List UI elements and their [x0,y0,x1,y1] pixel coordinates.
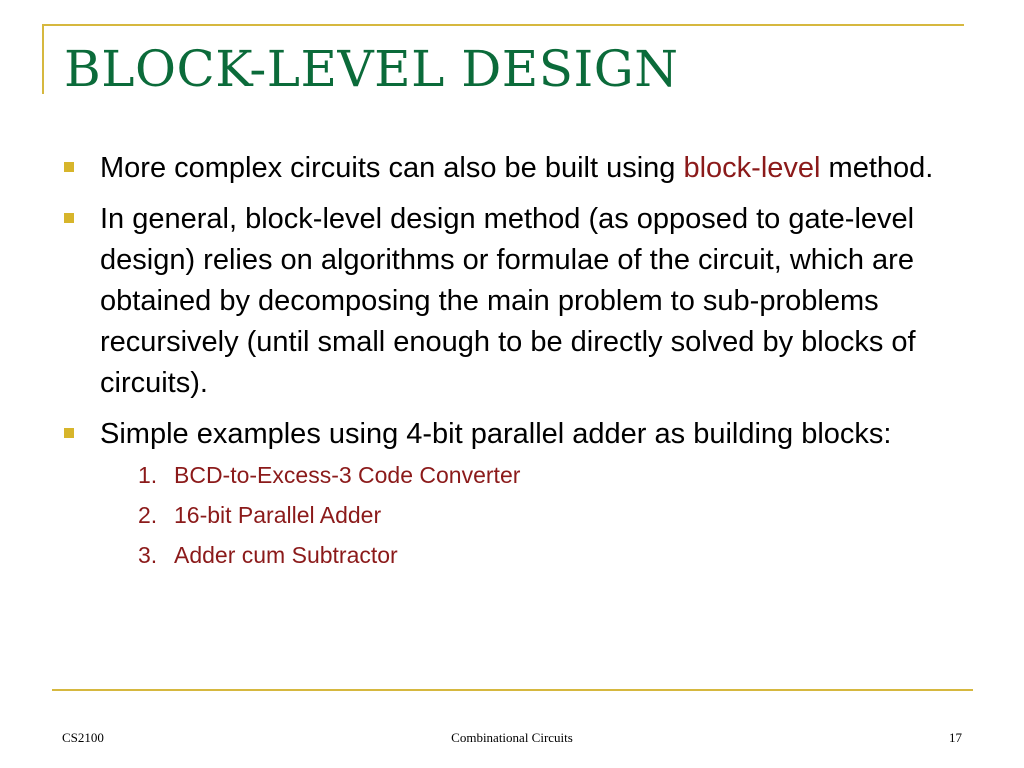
frame-top-line [42,24,964,26]
bullet-item [62,148,962,189]
square-bullet-icon [64,162,74,172]
footer-topic: Combinational Circuits [451,730,573,745]
footer-divider [52,689,973,691]
example-number: 2. [138,502,158,528]
square-bullet-icon [64,428,74,438]
bullet-text: Simple examples using 4-bit parallel adder as building blocks: [100,418,892,450]
example-item [138,535,962,575]
example-number: 1. [138,462,158,488]
example-list [138,455,962,575]
frame-left-line [42,24,44,94]
example-label: 16-bit Parallel Adder [174,502,382,528]
bullet-text-accent: block-level [683,152,821,184]
example-number: 3. [138,542,158,568]
example-item [138,455,962,495]
bullet-text-pre: More complex circuits can also be built using [100,152,684,184]
bullet-list [62,148,962,585]
example-label: Adder cum Subtractor [174,542,398,568]
slide-title: BLOCK-LEVEL DESIGN [64,40,679,98]
example-item [138,495,962,535]
example-label: BCD-to-Excess-3 Code Converter [174,462,521,488]
footer-course: CS2100 [62,730,104,745]
square-bullet-icon [64,213,74,223]
bullet-item [62,414,962,575]
bullet-text: In general, block-level design method (as opposed to gate-level design) relies on algorithms or formulae of the circuit, which are obtained by decomposing the main problem to sub-problems recursively (until small enough to be directly solved by blocks of circuits). [100,203,916,399]
bullet-item [62,199,962,404]
bullet-text-post: method. [820,152,934,184]
footer-page-number: 17 [949,730,962,745]
bullet-text [100,148,962,189]
